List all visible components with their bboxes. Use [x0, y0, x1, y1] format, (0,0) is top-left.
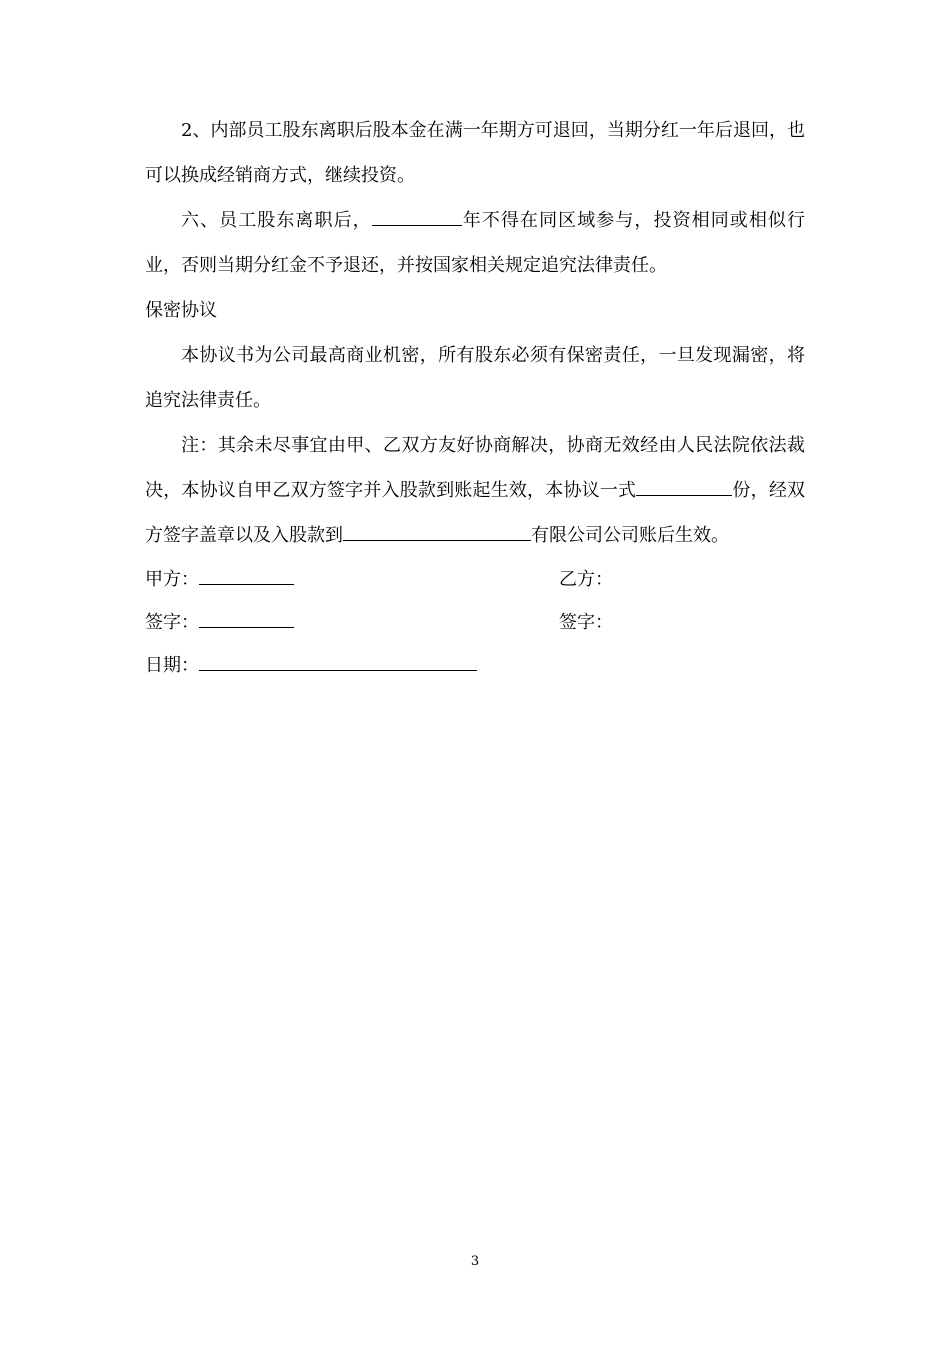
party-a [145, 558, 294, 601]
years-blank [372, 224, 462, 226]
date-label: 日期： [145, 655, 199, 676]
clause-6-text-before: 六、员工股东离职后， [181, 210, 372, 231]
note-text-part2: 份，经双方签字盖章以及入股款到 [145, 480, 806, 546]
party-a-blank [199, 583, 294, 585]
signature-a-blank [199, 626, 294, 628]
party-b [559, 558, 613, 601]
note-text-part1: 注：其余未尽事宜由甲、乙双方友好协商解决，协商无效经由人民法院依法裁决，本协议自甲乙双方签字并入股款到账起生效，本协议一式 [145, 435, 805, 501]
clause-6 [145, 198, 805, 288]
note-clause [145, 423, 805, 558]
company-name-blank [343, 539, 531, 541]
party-a-label: 甲方： [145, 569, 199, 590]
date-row [145, 644, 805, 687]
date-blank [199, 669, 477, 671]
confidentiality-text: 本协议书为公司最高商业机密，所有股东必须有保密责任，一旦发现漏密，将追究法律责任。 [145, 345, 805, 411]
page-number: 3 [470, 1254, 480, 1269]
document-body [145, 108, 805, 687]
clause-2-text: 2、内部员工股东离职后股本金在满一年期方可退回，当期分红一年后退回，也可以换成经销商方式，继续投资。 [145, 120, 805, 186]
confidentiality-heading [145, 288, 805, 333]
party-row [145, 558, 805, 601]
party-b-label: 乙方： [559, 569, 613, 590]
signature-a [145, 601, 294, 644]
clause-2 [145, 108, 805, 198]
signature-row [145, 601, 805, 644]
confidentiality-clause [145, 333, 805, 423]
signature-b-label: 签字： [559, 612, 613, 633]
signature-a-label: 签字： [145, 612, 199, 633]
note-text-part3: 有限公司公司账后生效。 [531, 525, 729, 546]
date-field [145, 644, 477, 687]
signature-b [559, 601, 613, 644]
confidentiality-heading-text: 保密协议 [145, 300, 217, 321]
copies-blank [636, 494, 732, 496]
clause-6-text-after: 年不得在同区域参与，投资相同或相似行业，否则当期分红金不予退还，并按国家相关规定追究法律责任。 [145, 210, 806, 276]
